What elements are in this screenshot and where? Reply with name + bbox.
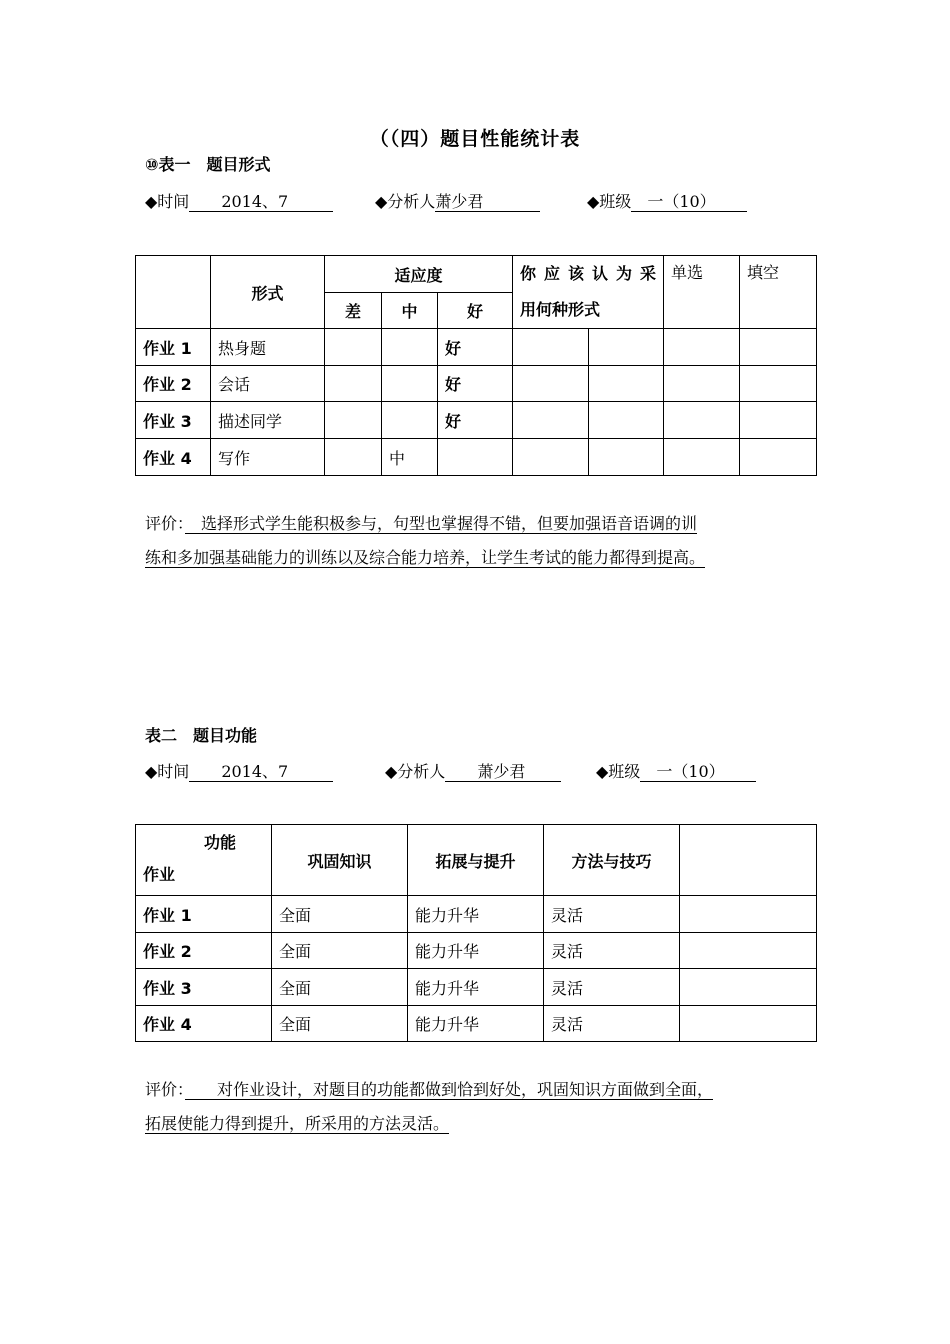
- row-cell: [589, 329, 664, 366]
- row-consolidate: 全面: [272, 933, 408, 969]
- header-poor: 差: [325, 293, 382, 329]
- header-single-choice: 单选: [664, 256, 740, 329]
- row-form: 热身题: [211, 329, 325, 366]
- suggest-line1: 你应该认为采: [520, 264, 657, 283]
- row-extend: 能力升华: [408, 969, 544, 1006]
- table2-comment: [145, 1073, 825, 1141]
- header-extend: 拓展与提升: [408, 825, 544, 896]
- row-poor: [325, 402, 382, 439]
- table1-analyst: [375, 189, 540, 212]
- row-medium: [382, 329, 438, 366]
- document-title: （（四）题目性能统计表: [369, 128, 581, 150]
- row-cell: [664, 366, 740, 402]
- table1-class: [587, 189, 747, 212]
- row-good: [438, 439, 513, 476]
- row-name: 作业 1: [136, 896, 272, 933]
- table1-form: [135, 255, 817, 476]
- row-medium: [382, 402, 438, 439]
- row-extend: 能力升华: [408, 896, 544, 933]
- row-cell: [589, 366, 664, 402]
- header-method: 方法与技巧: [544, 825, 680, 896]
- table-row: [136, 366, 817, 402]
- row-name: 作业 3: [136, 969, 272, 1006]
- header-good: 好: [438, 293, 513, 329]
- comment-line2: 练和多加强基础能力的训练以及综合能力培养，让学生考试的能力都得到提高。: [145, 548, 706, 567]
- table1-heading: ⑩表一 题目形式: [145, 155, 271, 174]
- row-cell: [513, 439, 589, 476]
- header-function: 功能: [203, 833, 236, 852]
- row-cell: [740, 402, 817, 439]
- row-medium: 中: [382, 439, 438, 476]
- row-good: 好: [438, 402, 513, 439]
- row-name: 作业 4: [136, 1006, 272, 1042]
- class-label: ◆班级: [587, 192, 632, 211]
- row-cell: [513, 366, 589, 402]
- comment-label: 评价：: [145, 1080, 186, 1099]
- row-cell: [740, 329, 817, 366]
- comment-line1: 选择形式学生能积极参与，句型也掌握得不错，但要加强语音语调的训: [185, 514, 698, 533]
- comment-line2: 拓展使能力得到提升，所采用的方法灵活。: [145, 1114, 450, 1133]
- analyst-label: ◆分析人: [375, 192, 436, 211]
- row-cell: [664, 439, 740, 476]
- table1-comment: [145, 507, 825, 575]
- time-value: 2014、7: [189, 192, 337, 211]
- row-cell: [664, 329, 740, 366]
- table2-heading: 表二 题目功能: [145, 726, 258, 745]
- row-poor: [325, 366, 382, 402]
- header-blank: [680, 825, 817, 896]
- row-cell: [513, 402, 589, 439]
- table1-meta: [145, 189, 337, 212]
- table2-analyst: [385, 759, 561, 782]
- row-method: 灵活: [544, 969, 680, 1006]
- header-consolidate: 巩固知识: [272, 825, 408, 896]
- table-row: [136, 969, 817, 1006]
- time-value: 2014、7: [189, 762, 337, 781]
- class-value: 一（10）: [640, 763, 756, 782]
- analyst-value: 萧少君: [435, 193, 540, 212]
- row-name: 作业 2: [136, 366, 211, 402]
- row-extend: 能力升华: [408, 1006, 544, 1042]
- suggest-line2: 用何种形式: [520, 300, 601, 319]
- row-poor: [325, 439, 382, 476]
- row-method: 灵活: [544, 933, 680, 969]
- time-label: ◆时间: [145, 762, 190, 781]
- row-name: 作业 3: [136, 402, 211, 439]
- row-cell: [589, 439, 664, 476]
- row-name: 作业 4: [136, 439, 211, 476]
- header-fill-blank: 填空: [740, 256, 817, 329]
- row-poor: [325, 329, 382, 366]
- row-extra: [680, 896, 817, 933]
- row-good: 好: [438, 329, 513, 366]
- header-homework: 作业: [143, 865, 176, 884]
- row-consolidate: 全面: [272, 969, 408, 1006]
- table2-function: [135, 824, 817, 1042]
- row-extra: [680, 1006, 817, 1042]
- table-row: [136, 439, 817, 476]
- header-adaptability: 适应度: [325, 256, 513, 293]
- analyst-value: 萧少君: [445, 763, 561, 782]
- time-label: ◆时间: [145, 192, 190, 211]
- class-label: ◆班级: [596, 762, 641, 781]
- header-diagonal-cell: [136, 825, 272, 896]
- header-suggested-form: [513, 256, 664, 329]
- row-cell: [664, 402, 740, 439]
- row-method: 灵活: [544, 1006, 680, 1042]
- row-name: 作业 2: [136, 933, 272, 969]
- row-cell: [740, 366, 817, 402]
- table-row: [136, 1006, 817, 1042]
- comment-label: 评价：: [145, 514, 186, 533]
- row-name: 作业 1: [136, 329, 211, 366]
- row-cell: [513, 329, 589, 366]
- class-value: 一（10）: [631, 193, 747, 212]
- table-row: [136, 329, 817, 366]
- row-cell: [740, 439, 817, 476]
- header-form: 形式: [211, 256, 325, 329]
- row-extend: 能力升华: [408, 933, 544, 969]
- row-form: 写作: [211, 439, 325, 476]
- table-row: [136, 896, 817, 933]
- row-consolidate: 全面: [272, 896, 408, 933]
- comment-line1: 对作业设计，对题目的功能都做到恰到好处，巩固知识方面做到全面，: [185, 1080, 714, 1099]
- row-extra: [680, 969, 817, 1006]
- row-form: 会话: [211, 366, 325, 402]
- row-good: 好: [438, 366, 513, 402]
- row-extra: [680, 933, 817, 969]
- table-row: [136, 933, 817, 969]
- table2-class: [596, 759, 756, 782]
- row-cell: [589, 402, 664, 439]
- table-row: [136, 402, 817, 439]
- header-medium: 中: [382, 293, 438, 329]
- row-method: 灵活: [544, 896, 680, 933]
- table2-meta: [145, 759, 337, 782]
- row-consolidate: 全面: [272, 1006, 408, 1042]
- analyst-label: ◆分析人: [385, 762, 446, 781]
- header-empty-cell: [136, 256, 211, 329]
- row-medium: [382, 366, 438, 402]
- row-form: 描述同学: [211, 402, 325, 439]
